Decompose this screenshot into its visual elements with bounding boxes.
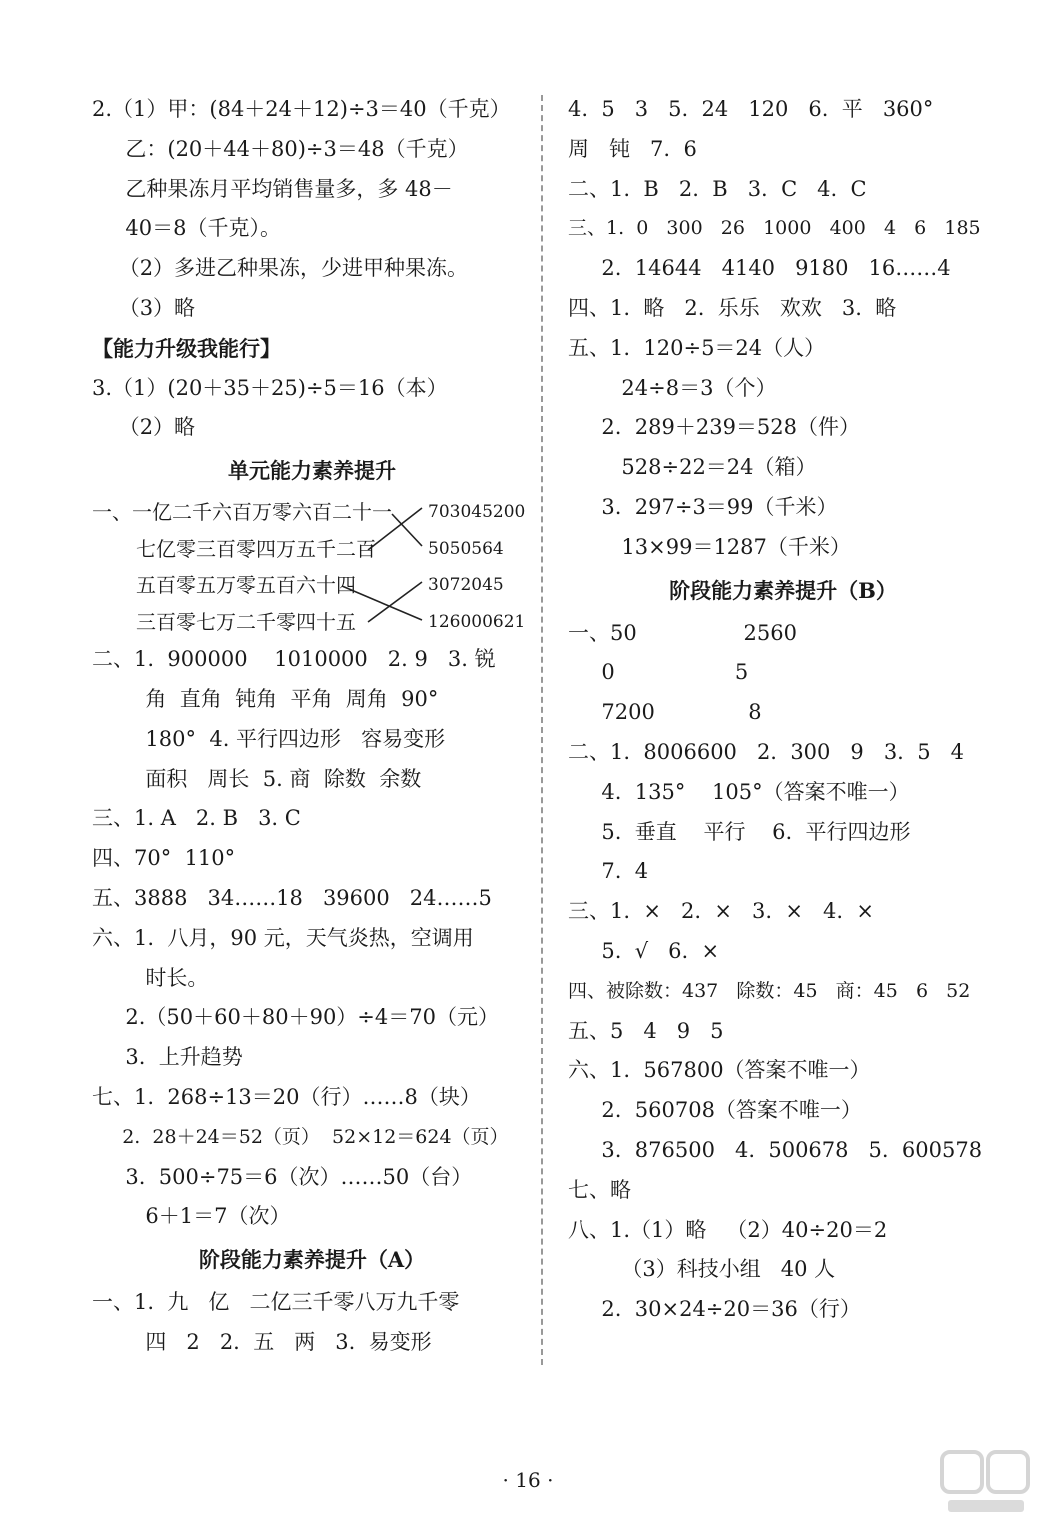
answer-line: 二、1. 900000 1010000 2. 9 3. 锐 — [92, 647, 496, 672]
answer-line: 乙种果冻月平均销售量多，多 48－ — [92, 176, 453, 201]
answer-line: 2. 30×24÷20＝36（行） — [568, 1297, 861, 1322]
answer-line: （3）科技小组 40 人 — [568, 1257, 836, 1282]
match-left-item: 一、一亿二千六百万零六百二十一 — [92, 500, 392, 525]
matching-exercise — [92, 494, 532, 640]
answer-block-r2 — [568, 614, 998, 1330]
answer-line: 5. 垂直 平行 6. 平行四边形 — [568, 819, 911, 844]
match-row — [92, 531, 532, 568]
answer-line: 三、1. A 2. B 3. C — [92, 806, 301, 831]
answer-line: 四、被除数：437 除数：45 商：45 6 52 — [568, 979, 971, 1002]
answer-line: （2）多进乙种果冻，少进甲种果冻。 — [92, 256, 469, 281]
answer-line: 五、1. 120÷5＝24（人） — [568, 335, 826, 360]
answer-line: 乙：(20＋44＋80)÷3＝48（千克） — [92, 136, 469, 161]
answer-line: 五、5 4 9 5 — [568, 1018, 724, 1043]
answer-line: （2）略 — [92, 415, 196, 440]
match-right-item: 3072045 — [428, 575, 504, 596]
answer-line: 时长。 — [92, 965, 209, 990]
answer-line: 6＋1＝7（次） — [92, 1204, 291, 1229]
answer-line: 4. 5 3 5. 24 120 6. 平 360° — [568, 97, 934, 121]
answer-line: 六、1. 八月，90 元，天气炎热，空调用 — [92, 925, 474, 950]
answer-line: 2. 28＋24＝52（页） 52×12＝624（页） — [92, 1125, 509, 1148]
answer-line: 三、1. × 2. × 3. × 4. × — [568, 899, 875, 924]
answer-line: （3）略 — [92, 295, 196, 320]
match-row — [92, 567, 532, 604]
match-row — [92, 604, 532, 641]
answer-line: 7. 4 — [568, 859, 649, 884]
section-title: 阶段能力素养提升（B） — [669, 577, 897, 603]
answer-block-4 — [92, 1283, 532, 1363]
match-right-item: 703045200 — [428, 502, 526, 523]
match-left-item: 七亿零三百零四万五千二百 — [136, 536, 376, 561]
left-column — [92, 90, 532, 1363]
section-heading: 【能力升级我能行】 — [92, 335, 281, 361]
right-column — [568, 90, 998, 1330]
page-number: · 16 · — [502, 1468, 554, 1492]
answer-line: 一、50 2560 — [568, 620, 797, 645]
match-row — [92, 494, 532, 531]
answer-line: 七、1. 268÷13＝20（行）……8（块） — [92, 1084, 481, 1109]
answer-line: 周 钝 7. 6 — [568, 136, 697, 161]
section-title: 单元能力素养提升 — [228, 458, 396, 484]
answer-line: 六、1. 567800（答案不唯一） — [568, 1058, 871, 1083]
answer-line: 二、1. B 2. B 3. C 4. C — [568, 176, 867, 201]
answer-line: 四、1. 略 2. 乐乐 欢欢 3. 略 — [568, 295, 897, 320]
answer-line: 40＝8（千克）。 — [92, 216, 281, 241]
answer-line: 3. 297÷3＝99（千米） — [568, 494, 838, 519]
answer-line: 2.（1）甲：(84＋24＋12)÷3＝40（千克） — [92, 97, 511, 121]
answer-line: 3. 500÷75＝6（次）……50（台） — [92, 1164, 473, 1189]
answer-line: 四 2 2. 五 两 3. 易变形 — [92, 1329, 432, 1354]
answer-line: 七、略 — [568, 1177, 631, 1202]
answer-line: 5. √ 6. × — [568, 938, 720, 963]
match-right-item: 126000621 — [428, 611, 526, 632]
answer-line: 13×99＝1287（千米） — [568, 534, 851, 559]
answer-line: 3. 上升趋势 — [92, 1045, 243, 1070]
answer-line: 五、3888 34……18 39600 24……5 — [92, 885, 492, 910]
watermark-logo-icon — [938, 1446, 1034, 1518]
answer-line: 3. 876500 4. 500678 5. 600578 — [568, 1137, 983, 1162]
answer-block-r1 — [568, 90, 998, 568]
answer-block-3 — [92, 640, 532, 1237]
answer-line: 24÷8＝3（个） — [568, 375, 777, 400]
match-left-item: 三百零七万二千零四十五 — [136, 609, 356, 634]
answer-line: 7200 8 — [568, 700, 762, 725]
answer-line: 三、1. 0 300 26 1000 400 4 6 185 — [568, 217, 981, 240]
match-left-item: 五百零五万零五百六十四 — [136, 573, 356, 598]
section-title: 阶段能力素养提升（A） — [198, 1247, 426, 1273]
answer-line: 0 5 — [568, 660, 749, 685]
answer-line: 2. 14644 4140 9180 16……4 — [568, 256, 951, 281]
answer-line: 四、70° 110° — [92, 846, 236, 871]
answer-line: 180° 4. 平行四边形 容易变形 — [92, 726, 446, 751]
answer-block-1 — [92, 90, 532, 329]
answer-line: 2. 560708（答案不唯一） — [568, 1098, 862, 1123]
answer-line: 4. 135° 105°（答案不唯一） — [568, 779, 910, 804]
answer-line: 3.（1）(20＋35＋25)÷5＝16（本） — [92, 375, 448, 400]
answer-line: 2. 289＋239＝528（件） — [568, 415, 861, 440]
answer-line: 一、1. 九 亿 二亿三千零八万九千零 — [92, 1290, 460, 1315]
answer-line: 2.（50＋60＋80＋90）÷4＝70（元） — [92, 1005, 499, 1030]
answer-line: 二、1. 8006600 2. 300 9 3. 5 4 — [568, 739, 964, 764]
match-right-item: 5050564 — [428, 538, 504, 559]
column-divider — [541, 95, 543, 1365]
answer-block-2 — [92, 369, 532, 449]
answer-line: 528÷22＝24（箱） — [568, 455, 817, 480]
answer-line: 八、1.（1）略 （2）40÷20＝2 — [568, 1217, 888, 1242]
answer-line: 角 直角 钝角 平角 周角 90° — [92, 686, 439, 711]
answer-line: 面积 周长 5. 商 除数 余数 — [92, 766, 422, 791]
